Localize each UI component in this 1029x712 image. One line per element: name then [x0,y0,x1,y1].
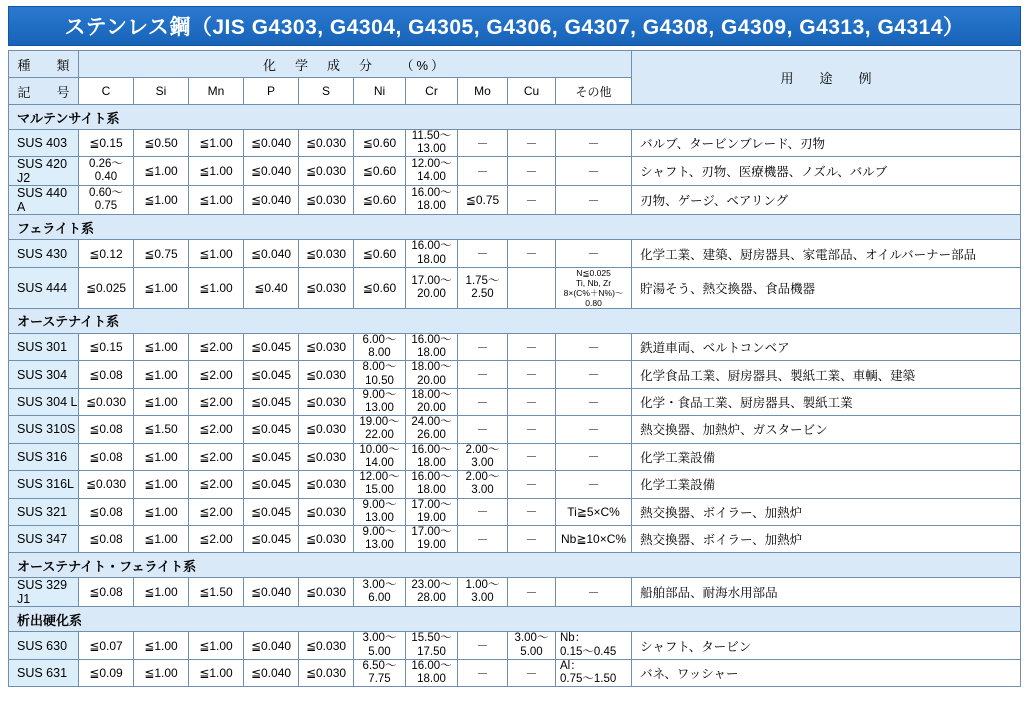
cell-c: ≦0.12 [79,240,134,267]
group-label: オーステナイト系 [9,308,1021,333]
grade-cell: SUS 301 [9,333,79,360]
cell-c: ≦0.08 [79,526,134,553]
table-row [9,361,1021,388]
table-row [9,157,1021,186]
cell-si: ≦1.00 [134,498,189,525]
cell-s: ≦0.030 [299,186,354,215]
cell-mn: ≦1.00 [189,267,244,308]
cell-si: ≦1.00 [134,471,189,498]
cell-s: ≦0.030 [299,443,354,470]
table-row [9,388,1021,415]
grade-cell: SUS 347 [9,526,79,553]
cell-ni: 9.00～ 13.00 [354,498,406,525]
cell-other: － [556,186,632,215]
cell-cu: － [508,130,556,157]
cell-cu: － [508,443,556,470]
cell-c: ≦0.08 [79,498,134,525]
header-element-other: その他 [556,78,632,105]
cell-cr: 18.00～ 20.00 [406,388,458,415]
page-title-bar [8,6,1021,46]
cell-ni: 3.00～ 6.00 [354,578,406,607]
cell-c: 0.26～ 0.40 [79,157,134,186]
cell-other: － [556,240,632,267]
cell-p: ≦0.040 [244,157,299,186]
use-cell: 化学工業設備 [632,471,1021,498]
cell-cu [508,267,556,308]
table-group-row [9,308,1021,333]
cell-s: ≦0.030 [299,498,354,525]
cell-ni: 8.00～ 10.50 [354,361,406,388]
grade-cell: SUS 430 [9,240,79,267]
table-row [9,526,1021,553]
header-element-si: Si [134,78,189,105]
cell-mo: ≦0.75 [458,186,508,215]
cell-s: ≦0.030 [299,471,354,498]
cell-other: － [556,388,632,415]
cell-p: ≦0.045 [244,526,299,553]
cell-cr: 16.00～ 18.00 [406,186,458,215]
table-group-row [9,215,1021,240]
cell-si: ≦1.50 [134,416,189,443]
cell-cr: 23.00～ 28.00 [406,578,458,607]
cell-si: ≦1.00 [134,186,189,215]
cell-mo: － [458,659,508,686]
cell-si: ≦0.75 [134,240,189,267]
cell-s: ≦0.030 [299,416,354,443]
cell-ni: ≦0.60 [354,267,406,308]
use-cell: 刃物、ゲージ、ベアリング [632,186,1021,215]
cell-mn: ≦1.50 [189,578,244,607]
header-composition: 化 学 成 分 （%） [79,51,632,78]
grade-cell: SUS 321 [9,498,79,525]
cell-mn: ≦1.00 [189,186,244,215]
use-cell: 化学食品工業、厨房器具、製紙工業、車輌、建築 [632,361,1021,388]
cell-other: － [556,443,632,470]
cell-c: ≦0.15 [79,130,134,157]
cell-cr: 17.00～ 19.00 [406,526,458,553]
cell-si: ≦1.00 [134,659,189,686]
cell-ni: 19.00～ 22.00 [354,416,406,443]
cell-mn: ≦2.00 [189,498,244,525]
cell-mn: ≦1.00 [189,659,244,686]
cell-mo: － [458,157,508,186]
cell-cu: － [508,578,556,607]
cell-mn: ≦2.00 [189,443,244,470]
cell-si: ≦1.00 [134,267,189,308]
cell-ni: 9.00～ 13.00 [354,526,406,553]
cell-si: ≦1.00 [134,333,189,360]
header-element-cu: Cu [508,78,556,105]
cell-mo: － [458,333,508,360]
use-cell: 化学工業設備 [632,443,1021,470]
cell-si: ≦1.00 [134,632,189,659]
page-title: ステンレス鋼（JIS G4303, G4304, G4305, G4306, G4307, G4308, G4309, G4313, G4314） [64,16,965,39]
group-label: 析出硬化系 [9,607,1021,632]
use-cell: 熱交換器、加熱炉、ガスタービン [632,416,1021,443]
group-label: オーステナイト・フェライト系 [9,553,1021,578]
table-row [9,443,1021,470]
cell-c: ≦0.030 [79,388,134,415]
header-kind-line2: 記 号 [9,78,79,105]
table-row [9,578,1021,607]
cell-mn: ≦2.00 [189,416,244,443]
cell-c: ≦0.030 [79,471,134,498]
cell-ni: ≦0.60 [354,130,406,157]
cell-mo: 1.00～ 3.00 [458,578,508,607]
cell-other: － [556,578,632,607]
cell-cu: － [508,333,556,360]
cell-cr: 16.00～ 18.00 [406,471,458,498]
cell-other: － [556,157,632,186]
cell-si: ≦1.00 [134,578,189,607]
cell-p: ≦0.045 [244,416,299,443]
cell-mo: － [458,388,508,415]
cell-cu: － [508,471,556,498]
use-cell: 貯湯そう、熱交換器、食品機器 [632,267,1021,308]
cell-c: ≦0.08 [79,443,134,470]
cell-cu: 3.00～ 5.00 [508,632,556,659]
cell-c: ≦0.08 [79,361,134,388]
header-use: 用 途 例 [632,51,1021,105]
cell-ni: 9.00～ 13.00 [354,388,406,415]
cell-mo: 2.00～ 3.00 [458,443,508,470]
cell-mn: ≦2.00 [189,333,244,360]
cell-cr: 24.00～ 26.00 [406,416,458,443]
cell-s: ≦0.030 [299,240,354,267]
cell-p: ≦0.045 [244,443,299,470]
cell-si: ≦1.00 [134,157,189,186]
cell-c: 0.60～ 0.75 [79,186,134,215]
cell-cu: － [508,240,556,267]
table-group-row [9,607,1021,632]
grade-cell: SUS 631 [9,659,79,686]
cell-cr: 17.00～ 20.00 [406,267,458,308]
cell-other: Al： 0.75～1.50 [556,659,632,686]
cell-mo: － [458,130,508,157]
grade-cell: SUS 329 J1 [9,578,79,607]
table-row [9,333,1021,360]
header-element-p: P [244,78,299,105]
cell-mn: ≦1.00 [189,632,244,659]
cell-mn: ≦2.00 [189,526,244,553]
cell-cu: － [508,388,556,415]
cell-p: ≦0.40 [244,267,299,308]
cell-si: ≦1.00 [134,443,189,470]
cell-mn: ≦2.00 [189,471,244,498]
table-header [9,51,1021,105]
cell-cr: 16.00～ 18.00 [406,659,458,686]
header-element-mn: Mn [189,78,244,105]
cell-mn: ≦1.00 [189,157,244,186]
cell-p: ≦0.040 [244,578,299,607]
cell-other: － [556,361,632,388]
table-body [9,105,1021,687]
cell-ni: 6.50～ 7.75 [354,659,406,686]
grade-cell: SUS 304 L [9,388,79,415]
header-element-c: C [79,78,134,105]
cell-p: ≦0.045 [244,388,299,415]
cell-mo: － [458,361,508,388]
table-row [9,416,1021,443]
cell-cu: － [508,659,556,686]
cell-p: ≦0.040 [244,240,299,267]
cell-si: ≦1.00 [134,361,189,388]
use-cell: 化学・食品工業、厨房器具、製紙工業 [632,388,1021,415]
group-label: フェライト系 [9,215,1021,240]
cell-ni: 3.00～ 5.00 [354,632,406,659]
cell-other: Nb≧10×C% [556,526,632,553]
grade-cell: SUS 444 [9,267,79,308]
cell-mo: － [458,632,508,659]
grade-cell: SUS 440 A [9,186,79,215]
table-row [9,267,1021,308]
cell-s: ≦0.030 [299,157,354,186]
use-cell: 熱交換器、ボイラー、加熱炉 [632,498,1021,525]
cell-si: ≦0.50 [134,130,189,157]
header-element-ni: Ni [354,78,406,105]
use-cell: シャフト、刃物、医療機器、ノズル、バルブ [632,157,1021,186]
cell-p: ≦0.040 [244,659,299,686]
cell-c: ≦0.08 [79,416,134,443]
cell-s: ≦0.030 [299,578,354,607]
table-row [9,186,1021,215]
cell-cr: 15.50～ 17.50 [406,632,458,659]
table-row [9,240,1021,267]
table-group-row [9,553,1021,578]
stainless-steel-table [8,50,1021,687]
page-root [0,6,1029,712]
cell-s: ≦0.030 [299,333,354,360]
cell-p: ≦0.045 [244,361,299,388]
cell-mn: ≦1.00 [189,130,244,157]
cell-cu: － [508,526,556,553]
grade-cell: SUS 420 J2 [9,157,79,186]
cell-p: ≦0.045 [244,333,299,360]
cell-cu: － [508,361,556,388]
cell-other: － [556,416,632,443]
group-label: マルテンサイト系 [9,105,1021,130]
cell-other: Nb： 0.15～0.45 [556,632,632,659]
cell-mo: － [458,416,508,443]
use-cell: シャフト、タービン [632,632,1021,659]
cell-c: ≦0.08 [79,578,134,607]
cell-s: ≦0.030 [299,632,354,659]
cell-other: N≦0.025 Ti, Nb, Zr 8×(C%＋N%)～0.80 [556,267,632,308]
cell-s: ≦0.030 [299,267,354,308]
cell-ni: 6.00～ 8.00 [354,333,406,360]
header-row-top [9,51,1021,78]
grade-cell: SUS 316 [9,443,79,470]
cell-cr: 16.00～ 18.00 [406,240,458,267]
cell-mn: ≦2.00 [189,361,244,388]
cell-si: ≦1.00 [134,388,189,415]
use-cell: バルブ、タービンブレード、刃物 [632,130,1021,157]
cell-mo: 2.00～ 3.00 [458,471,508,498]
table-row [9,471,1021,498]
cell-mo: 1.75～ 2.50 [458,267,508,308]
table-group-row [9,105,1021,130]
grade-cell: SUS 316L [9,471,79,498]
cell-mo: － [458,526,508,553]
cell-ni: 10.00～ 14.00 [354,443,406,470]
table-row [9,659,1021,686]
cell-mn: ≦1.00 [189,240,244,267]
cell-ni: ≦0.60 [354,157,406,186]
cell-ni: ≦0.60 [354,186,406,215]
cell-other: Ti≧5×C% [556,498,632,525]
grade-cell: SUS 304 [9,361,79,388]
cell-p: ≦0.040 [244,632,299,659]
cell-other: － [556,130,632,157]
cell-cu: － [508,186,556,215]
cell-cu: － [508,157,556,186]
cell-s: ≦0.030 [299,361,354,388]
use-cell: 鉄道車両、ベルトコンベア [632,333,1021,360]
cell-ni: ≦0.60 [354,240,406,267]
header-element-mo: Mo [458,78,508,105]
cell-cr: 18.00～ 20.00 [406,361,458,388]
table-row [9,130,1021,157]
use-cell: 化学工業、建築、厨房器具、家電部品、オイルバーナー部品 [632,240,1021,267]
cell-mn: ≦2.00 [189,388,244,415]
cell-ni: 12.00～ 15.00 [354,471,406,498]
cell-other: － [556,471,632,498]
cell-cr: 11.50～ 13.00 [406,130,458,157]
header-element-cr: Cr [406,78,458,105]
table-row [9,498,1021,525]
cell-c: ≦0.15 [79,333,134,360]
cell-p: ≦0.040 [244,186,299,215]
grade-cell: SUS 310S [9,416,79,443]
cell-cr: 12.00～ 14.00 [406,157,458,186]
cell-c: ≦0.09 [79,659,134,686]
cell-c: ≦0.025 [79,267,134,308]
header-kind-line1: 種 類 [9,51,79,78]
grade-cell: SUS 630 [9,632,79,659]
cell-s: ≦0.030 [299,388,354,415]
cell-cu: － [508,416,556,443]
cell-p: ≦0.040 [244,130,299,157]
header-element-s: S [299,78,354,105]
cell-other: － [556,333,632,360]
cell-s: ≦0.030 [299,526,354,553]
use-cell: 船舶部品、耐海水用部品 [632,578,1021,607]
use-cell: バネ、ワッシャー [632,659,1021,686]
cell-mo: － [458,240,508,267]
cell-s: ≦0.030 [299,659,354,686]
cell-p: ≦0.045 [244,498,299,525]
cell-p: ≦0.045 [244,471,299,498]
cell-si: ≦1.00 [134,526,189,553]
cell-c: ≦0.07 [79,632,134,659]
cell-cr: 16.00～ 18.00 [406,443,458,470]
table-row [9,632,1021,659]
cell-cr: 17.00～ 19.00 [406,498,458,525]
cell-cu: － [508,498,556,525]
grade-cell: SUS 403 [9,130,79,157]
use-cell: 熱交換器、ボイラー、加熱炉 [632,526,1021,553]
cell-cr: 16.00～ 18.00 [406,333,458,360]
cell-mo: － [458,498,508,525]
cell-s: ≦0.030 [299,130,354,157]
